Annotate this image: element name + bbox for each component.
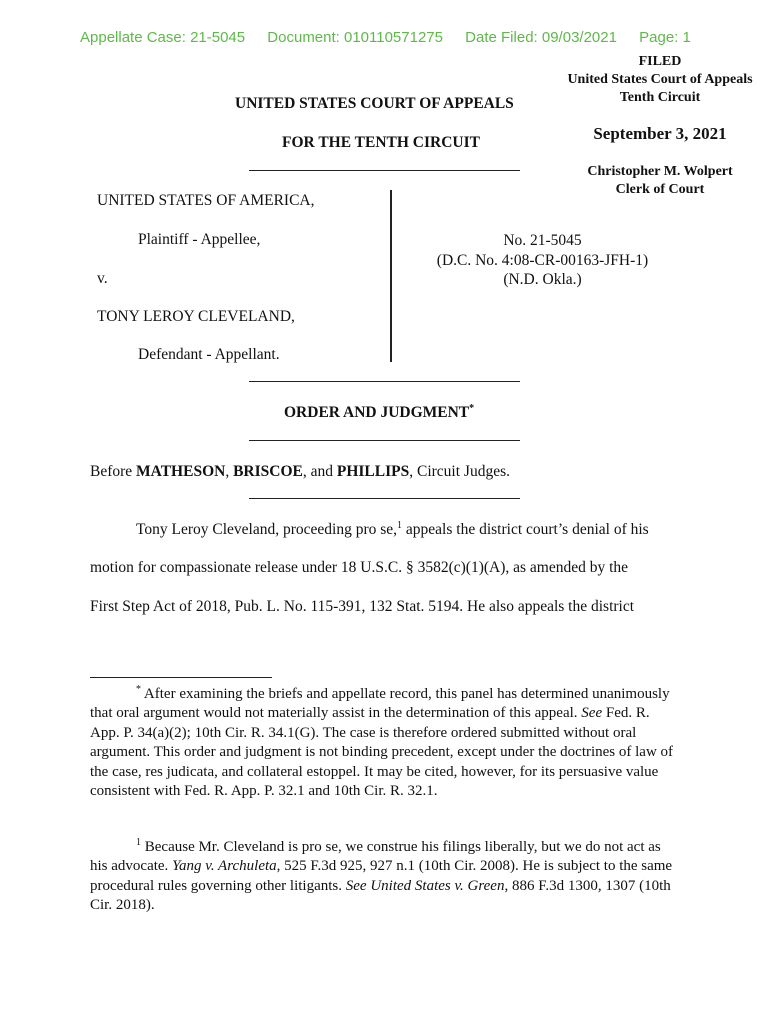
clerk-name: Christopher M. Wolpert	[587, 164, 733, 179]
case-numbers	[420, 231, 665, 290]
footnote-1: $^1$ Because Mr. Cleveland is pro se, we construe his filings liberally, but we do not act as his advocate. Yang v. Archuleta, 525 F.3d 925, 927 n.1 (10th Cir. 2008). He is subject to the same procedural rules governing other litigants. See United States v. Green, 886 F.3d 1300, 1307 (10th Cir. 2018).	[90, 837, 673, 914]
page-number: Page: 1	[639, 29, 691, 46]
footnote-separator	[90, 677, 272, 678]
panel-divider	[249, 498, 520, 499]
order-title-divider	[249, 440, 520, 441]
caption-bottom-divider	[249, 381, 520, 382]
district-court-number: (D.C. No. 4:08-CR-00163-JFH-1)	[436, 251, 649, 269]
filed-block	[560, 53, 760, 107]
footnote-1-ref: 1	[397, 519, 403, 531]
footnote-star: * After examining the briefs and appellate record, this panel has determined unanimously that oral argument would not materially assist in the determination of this appeal. See Fed. R. App. P. 34(a)(2); 10th Cir. R. 34.1(G). The case is therefore ordered submitted without oral argument. This order and judgment is not binding precedent, except under the doctrines of law of the case, res judicata, and collateral estoppel. It may be cited, however, for its persuasive value consistent with Fed. R. App. P. 32.1 and 10th Cir. R. 32.1.	[90, 684, 674, 800]
caption-divider	[390, 190, 392, 362]
appellate-case-number: Appellate Case: 21-5045	[80, 29, 246, 46]
case-number: No. 21-5045	[503, 232, 582, 249]
footnote-star-mark: *	[136, 684, 141, 695]
filed-label: FILED	[638, 54, 682, 69]
body-line-1: Tony Leroy Cleveland, proceeding pro se,$^1$ appeals the district court’s denial of his	[136, 519, 649, 538]
heading-divider	[249, 170, 520, 171]
document-number: Document: 010110571275	[267, 29, 443, 46]
panel-suffix: , Circuit Judges.	[409, 463, 510, 480]
plaintiff-name: UNITED STATES OF AMERICA,	[97, 192, 315, 209]
panel-line	[90, 463, 510, 481]
versus: v.	[97, 270, 108, 287]
filed-circuit: Tenth Circuit	[619, 90, 701, 105]
circuit-heading: FOR THE TENTH CIRCUIT	[282, 134, 480, 151]
panel-before: Before	[90, 463, 137, 480]
defendant-name: TONY LEROY CLEVELAND,	[97, 308, 295, 325]
filed-court: United States Court of Appeals	[567, 72, 753, 87]
body-line-2: motion for compassionate release under 18 U.S.C. § 3582(c)(1)(A), as amended by the	[90, 559, 629, 576]
panel-sep-1: ,	[225, 463, 234, 480]
plaintiff-role: Plaintiff - Appellee,	[138, 231, 261, 248]
footnote-1-mark: 1	[136, 837, 141, 848]
date-filed: Date Filed: 09/03/2021	[465, 29, 617, 46]
panel-sep-2: , and	[302, 463, 337, 480]
defendant-role: Defendant - Appellant.	[138, 346, 280, 363]
filed-date: September 3, 2021	[593, 124, 727, 143]
clerk-title: Clerk of Court	[615, 182, 705, 197]
order-title-footnote-mark: *	[469, 402, 475, 414]
order-title	[284, 404, 474, 422]
court-heading: UNITED STATES COURT OF APPEALS	[235, 95, 514, 112]
filing-stamp-header	[80, 29, 709, 46]
clerk-block	[560, 163, 760, 199]
order-title-text: ORDER AND JUDGMENT	[284, 404, 470, 421]
judge-matheson: MATHESON	[136, 463, 226, 480]
judge-briscoe: BRISCOE	[233, 463, 303, 480]
district: (N.D. Okla.)	[503, 271, 582, 288]
judge-phillips: PHILLIPS	[336, 463, 410, 480]
body-line-3: First Step Act of 2018, Pub. L. No. 115-391, 132 Stat. 5194. He also appeals the district	[90, 598, 635, 615]
